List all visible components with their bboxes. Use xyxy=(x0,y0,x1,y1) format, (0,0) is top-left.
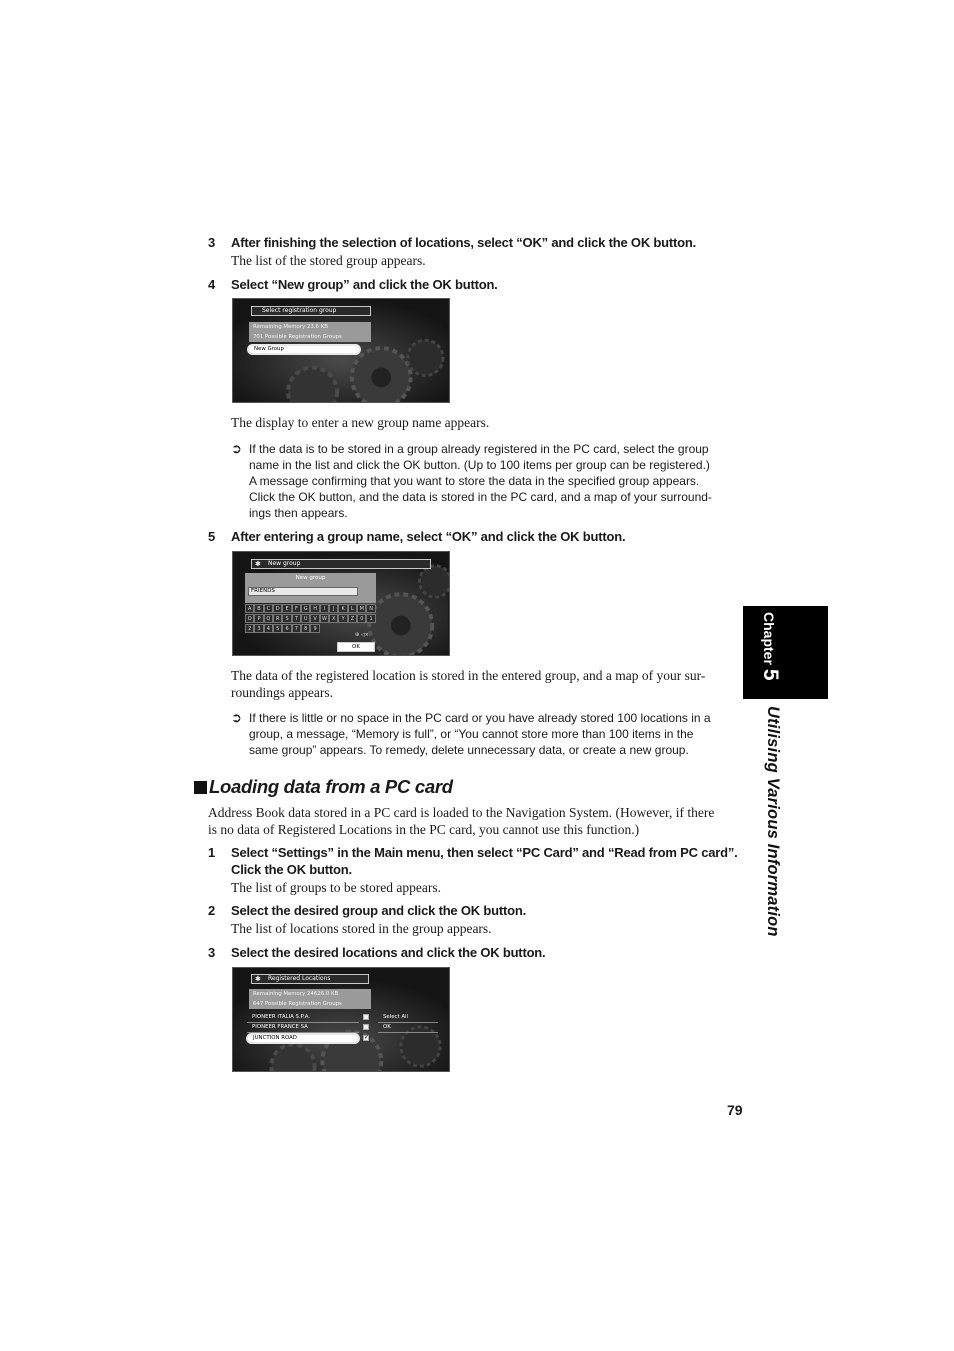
section-title-text: Loading data from a PC card xyxy=(209,776,453,797)
section-intro xyxy=(208,804,714,838)
keyboard-key[interactable]: V xyxy=(310,614,319,623)
note-line: Click the OK button, and the data is stored in the PC card, and a map of your surround- xyxy=(249,490,712,504)
keyboard-key[interactable]: A xyxy=(245,604,254,613)
special-key[interactable]: ⊕ xyxy=(355,632,360,638)
screen-title-bar xyxy=(251,559,431,569)
step-number: 4 xyxy=(208,277,216,292)
keyboard-key[interactable]: 7 xyxy=(292,624,301,633)
star-icon: ✱ xyxy=(255,975,261,983)
chapter-tab xyxy=(743,606,828,699)
screenshot-new-group-keyboard xyxy=(232,551,450,656)
note-line: If the data is to be stored in a group already registered in the PC card, select the group xyxy=(249,442,709,456)
keyboard-key[interactable]: R xyxy=(273,614,282,623)
star-icon: ✱ xyxy=(255,560,261,568)
keyboard-key[interactable]: 1 xyxy=(366,614,375,623)
memory-info-panel xyxy=(249,322,371,342)
memory-info-panel xyxy=(249,989,371,1009)
name-entry-panel xyxy=(245,573,376,603)
screen-title-bar xyxy=(251,974,369,984)
keyboard-key[interactable]: 2 xyxy=(245,624,254,633)
square-bullet-icon xyxy=(194,781,207,794)
special-keys xyxy=(355,632,369,638)
chapter-label xyxy=(758,612,782,681)
screen-title-bar: Select registration group xyxy=(251,306,371,316)
location-checkbox[interactable] xyxy=(363,1014,369,1020)
possible-groups-text: 647 Possible Registration Groups xyxy=(253,1001,342,1007)
step-4-result: The display to enter a new group name appears. xyxy=(231,415,490,430)
note-line: name in the list and click the OK button. (Up to 100 items per group can be registered.) xyxy=(249,458,710,472)
keyboard-key[interactable]: P xyxy=(254,614,263,623)
panel-heading: New group xyxy=(295,575,326,581)
screen-title-text: New group xyxy=(268,560,301,567)
keyboard-key[interactable]: J xyxy=(329,604,338,613)
step-text: After entering a group name, select “OK” and click the OK button. xyxy=(231,529,626,544)
step-number: 5 xyxy=(208,529,216,544)
location-row[interactable]: PIONEER ITALIA S.P.A. xyxy=(247,1013,359,1023)
keyboard-key[interactable]: X xyxy=(329,614,338,623)
keyboard-key[interactable]: 4 xyxy=(264,624,273,633)
step-5-result xyxy=(231,667,705,701)
step-number: 2 xyxy=(208,903,216,918)
keyboard-row xyxy=(245,604,376,614)
possible-groups-text: 701 Possible Registration Groups xyxy=(253,334,342,340)
new-group-list-item[interactable]: New Group xyxy=(247,344,361,355)
intro-line: is no data of Registered Locations in the PC card, you cannot use this function.) xyxy=(208,822,640,837)
keyboard-key[interactable]: K xyxy=(338,604,347,613)
screenshot-registered-locations xyxy=(232,967,450,1072)
keyboard-key[interactable]: D xyxy=(273,604,282,613)
keyboard-key[interactable]: W xyxy=(320,614,329,623)
note-line: If there is little or no space in the PC card or you have already stored 100 locations in a xyxy=(249,711,711,725)
step-number: 3 xyxy=(208,945,216,960)
note-line: ings then appears. xyxy=(249,506,348,520)
keyboard-key[interactable]: Y xyxy=(338,614,347,623)
keyboard-key[interactable]: 6 xyxy=(282,624,291,633)
keyboard-key[interactable]: I xyxy=(320,604,329,613)
keyboard-key[interactable]: 9 xyxy=(310,624,319,633)
location-row-selected[interactable]: JUNCTION ROAD xyxy=(246,1033,360,1044)
step-number: 1 xyxy=(208,845,216,860)
keyboard-key[interactable]: N xyxy=(366,604,375,613)
step-text: After finishing the selection of locations, select “OK” and click the OK button. xyxy=(231,235,697,250)
keyboard-key[interactable]: E xyxy=(282,604,291,613)
keyboard-key[interactable]: U xyxy=(301,614,310,623)
keyboard-key[interactable]: 0 xyxy=(357,614,366,623)
note-arrow-icon: ➲ xyxy=(231,710,242,725)
keyboard-key[interactable]: H xyxy=(310,604,319,613)
step-number: 3 xyxy=(208,235,216,250)
step-text: Select the desired locations and click the OK button. xyxy=(231,945,546,960)
note-line: same group” appears. To remedy, delete unnecessary data, or create a new group. xyxy=(249,743,689,757)
note-line: group, a message, “Memory is full”, or “You cannot store more than 100 items in the xyxy=(249,727,694,741)
keyboard-key[interactable]: T xyxy=(292,614,301,623)
screenshot-select-registration-group xyxy=(232,298,450,403)
chapter-title: Utilising Various Information xyxy=(764,706,782,937)
backspace-key[interactable]: ◁× xyxy=(360,632,369,638)
step-text: Select the desired group and click the OK button. xyxy=(231,903,527,918)
keyboard-key[interactable]: Q xyxy=(264,614,273,623)
keyboard-key[interactable]: M xyxy=(357,604,366,613)
keyboard-key[interactable]: F xyxy=(292,604,301,613)
select-all-button[interactable]: Select All xyxy=(378,1013,438,1023)
location-row[interactable]: PIONEER FRANCE SA xyxy=(247,1023,359,1033)
section-heading xyxy=(194,776,453,798)
remaining-memory-text: Remaining Memory 23.6 KB xyxy=(253,324,328,330)
keyboard-key[interactable]: Z xyxy=(348,614,357,623)
keyboard-key[interactable]: 3 xyxy=(254,624,263,633)
step-text: Select “Settings” in the Main menu, then select “PC Card” and “Read from PC card”. xyxy=(231,845,738,860)
screen-title-text: Registered Locations xyxy=(268,975,331,982)
remaining-memory-text: Remaining Memory 24626.0 KB xyxy=(253,991,339,997)
note-line: A message confirming that you want to store the data in the specified group appears. xyxy=(249,474,700,488)
location-checkbox[interactable] xyxy=(363,1024,369,1030)
ok-button[interactable]: OK xyxy=(337,642,375,652)
load-step-2-result: The list of locations stored in the group appears. xyxy=(231,921,492,936)
keyboard-key[interactable]: S xyxy=(282,614,291,623)
chapter-word: Chapter xyxy=(761,612,777,665)
group-name-input[interactable]: FRIENDS xyxy=(248,587,358,596)
keyboard-key[interactable]: 8 xyxy=(301,624,310,633)
keyboard-key[interactable]: C xyxy=(264,604,273,613)
step-text-continued: Click the OK button. xyxy=(231,862,352,877)
ok-button[interactable]: OK xyxy=(378,1023,438,1033)
keyboard-row xyxy=(245,614,376,624)
step-text: Select “New group” and click the OK button. xyxy=(231,277,498,292)
character-keyboard xyxy=(245,604,376,634)
chapter-number: 5 xyxy=(759,668,782,681)
result-line: roundings appears. xyxy=(231,685,333,700)
keyboard-key[interactable]: O xyxy=(245,614,254,623)
keyboard-key[interactable]: G xyxy=(301,604,310,613)
location-checkbox-checked[interactable]: ✓ xyxy=(364,1035,370,1041)
intro-line: Address Book data stored in a PC card is loaded to the Navigation System. (However, if there xyxy=(208,805,715,820)
page-number: 79 xyxy=(727,1102,743,1118)
step-3-result: The list of the stored group appears. xyxy=(231,253,426,268)
keyboard-key[interactable]: B xyxy=(254,604,263,613)
load-step-1-result: The list of groups to be stored appears. xyxy=(231,880,441,895)
note-arrow-icon: ➲ xyxy=(231,441,242,456)
result-line: The data of the registered location is stored in the entered group, and a map of your sur- xyxy=(231,668,706,683)
keyboard-key[interactable]: L xyxy=(348,604,357,613)
keyboard-key[interactable]: 5 xyxy=(273,624,282,633)
